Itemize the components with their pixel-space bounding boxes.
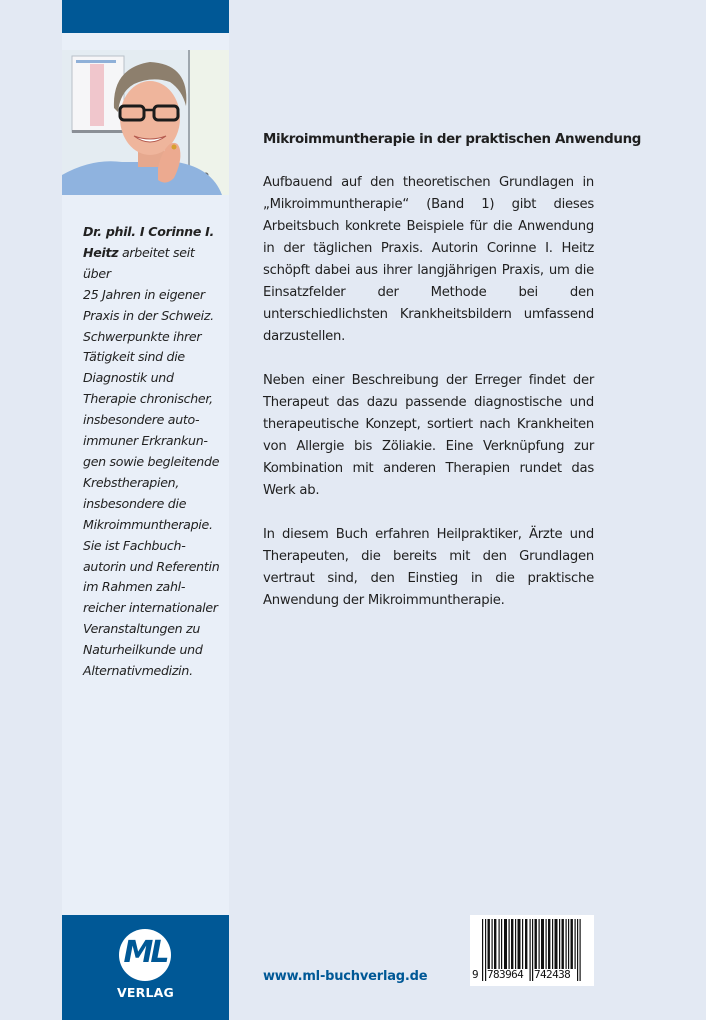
blurb [263,131,641,612]
author-portrait-image [62,50,229,195]
bio-line: im Rahmen zahl- [83,579,186,595]
top-color-bar [62,0,229,33]
bio-line: Sie ist Fachbuch- [83,537,186,553]
bio-line: 25 Jahren in eigener [83,286,205,302]
isbn-barcode [470,915,594,986]
bio-line: Diagnostik und [83,370,174,386]
bio-line: reicher internationaler [83,600,218,616]
bio-line [83,243,223,285]
blurb-paragraph-1: Aufbauend auf den theoretischen Grundlagen in „Mikroimmuntherapie“ (Band 1) gibt dieses Arbeitsbuch konkrete Beispiele für die Anwendung in der täglichen Praxis. Autorin Corinne I. Heitz schöpft dabei aus ihrer langjährigen Praxis, um die Einsatzfelder der Methode bei den unterschiedlichsten Krankheitsbildern umfassend darzustellen. [263,175,594,344]
bio-line: Naturheilkunde und [83,642,203,658]
blurb-paragraph-3: In diesem Buch erfahren Heilpraktiker, Ärzte und Therapeuten, die bereits mit den Grundlagen vertraut sind, den Einstieg in die praktische Anwendung der Mikroimmuntherapie. [263,527,594,608]
author-name-cont: Heitz [83,244,119,260]
bio-line: insbesondere die [83,495,187,511]
isbn-first-digit: 9 [472,968,479,981]
bio-line: Mikroimmuntherapie. [83,516,213,532]
bio-line [83,222,223,243]
bio-line: autorin und Referentin [83,558,220,574]
bio-line: Veranstaltungen zu [83,621,201,637]
logo-mark: ML [123,935,167,970]
publisher-website-link[interactable]: www.ml-buchverlag.de [263,969,428,984]
blurb-title: Mikroimmuntherapie in der praktischen Anwendung [263,132,641,147]
author-bio [83,222,223,682]
isbn-group-1: 783964 [487,968,524,981]
bio-text-start: arbeitet seit über [83,244,195,281]
blurb-paragraph-2: Neben einer Beschreibung der Erreger findet der Therapeut das dazu passende diagnostische und therapeutische Konzept, sortiert nach Krankheiten von Allergie bis Zöliakie. Eine Verknüpfung zur Kombination mit anderen Therapien rundet das Werk ab. [263,373,594,498]
isbn-group-2: 742438 [534,968,571,981]
logo-text: VERLAG [117,985,174,1000]
bio-line: Krebstherapien, [83,474,180,490]
bio-line: insbesondere auto- [83,412,200,428]
bio-line: Praxis in der Schweiz. [83,307,214,323]
author-photo [62,50,229,195]
author-name: Dr. phil. I Corinne I. [83,224,215,239]
bio-line: Therapie chronischer, [83,391,213,407]
publisher-logo-block [62,915,229,1020]
bio-line: Tätigkeit sind die [83,349,185,365]
bio-line: gen sowie begleitende [83,453,220,469]
bio-line: Alternativmedizin. [83,663,193,679]
bio-line: Schwerpunkte ihrer [83,328,202,344]
author-sidebar [62,0,229,1020]
ml-logo-icon [119,929,171,981]
bio-line: immuner Erkrankun- [83,433,208,449]
